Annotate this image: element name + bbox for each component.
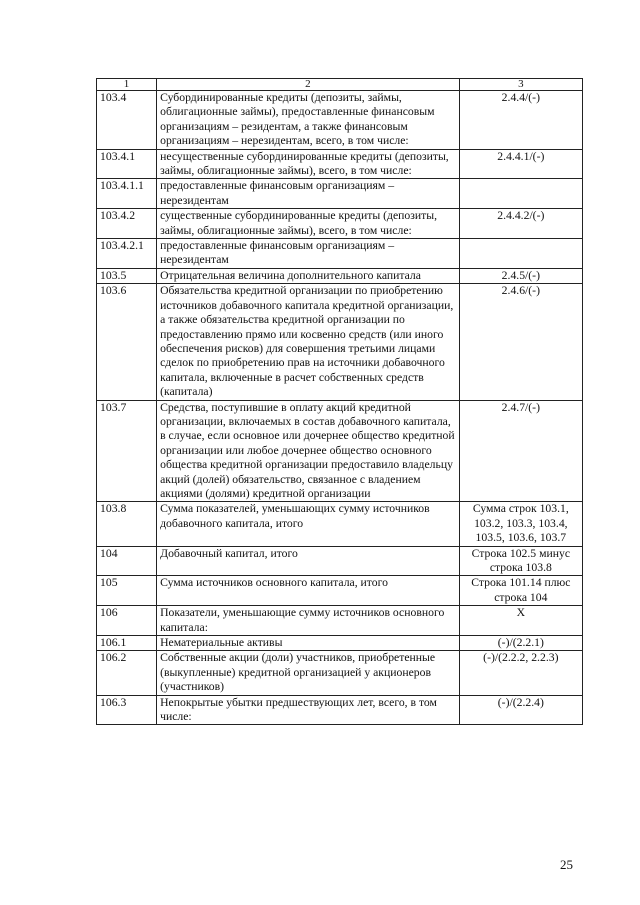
row-code: 103.4.2 (97, 209, 157, 239)
row-code: 103.8 (97, 502, 157, 546)
table-row (97, 179, 583, 209)
row-reference: (-)/(2.2.2, 2.2.3) (459, 651, 582, 695)
row-description: Обязательства кредитной организации по приобретению источников добавочного капитала кредитной организации, а также обязательства кредитной организации по предоставлению прямо или косвенно средств (или иного обеспечения рисков) для совершения третьими лицами сделок по приобретению прав на источники добавочного капитала, включенные в расчет собственных средств (капитала) (157, 284, 460, 400)
table-row (97, 149, 583, 179)
row-reference: (-)/(2.2.1) (459, 636, 582, 651)
table-row (97, 400, 583, 502)
row-reference: 2.4.4.1/(-) (459, 149, 582, 179)
row-code: 103.6 (97, 284, 157, 400)
row-description: несущественные субординированные кредиты (депозиты, займы, облигационные займы), всего, в том числе: (157, 149, 460, 179)
page-number: 25 (560, 857, 573, 872)
row-code: 103.7 (97, 400, 157, 502)
row-code: 103.4 (97, 91, 157, 150)
row-description: Субординированные кредиты (депозиты, займы, облигационные займы), предоставленные финансовым организациям – резидентам, а также финансовым организациям – нерезидентам, всего, в том числе: (157, 91, 460, 150)
row-description: Сумма показателей, уменьшающих сумму источников добавочного капитала, итого (157, 502, 460, 546)
row-reference: Х (459, 606, 582, 636)
row-reference: 2.4.4.2/(-) (459, 209, 582, 239)
row-description: предоставленные финансовым организациям – нерезидентам (157, 239, 460, 269)
row-reference: 2.4.6/(-) (459, 284, 582, 400)
row-description: Нематериальные активы (157, 636, 460, 651)
row-code: 103.4.1.1 (97, 179, 157, 209)
row-code: 104 (97, 546, 157, 576)
table-row (97, 636, 583, 651)
row-description: Отрицательная величина дополнительного капитала (157, 268, 460, 283)
table-row (97, 606, 583, 636)
table-row (97, 268, 583, 283)
row-reference: Сумма строк 103.1, 103.2, 103.3, 103.4, 103.5, 103.6, 103.7 (459, 502, 582, 546)
row-reference: 2.4.4/(-) (459, 91, 582, 150)
table-row (97, 576, 583, 606)
document-table (96, 78, 583, 725)
table-row (97, 209, 583, 239)
row-description: Средства, поступившие в оплату акций кредитной организации, включаемых в состав добавочного капитала, в случае, если основное или дочернее общество кредитной организации или любое дочернее общество основного общества кредитной организации предоставило владельцу акций (долей) обязательство, связанное с владением акциями (долями) кредитной организации (157, 400, 460, 502)
row-code: 103.4.1 (97, 149, 157, 179)
table-row (97, 546, 583, 576)
column-header-2: 2 (157, 79, 460, 91)
table-row (97, 502, 583, 546)
row-code: 106 (97, 606, 157, 636)
table-row (97, 651, 583, 695)
row-code: 106.2 (97, 651, 157, 695)
row-reference: 2.4.5/(-) (459, 268, 582, 283)
row-reference (459, 239, 582, 269)
row-reference: (-)/(2.2.4) (459, 695, 582, 725)
table-header-row (97, 79, 583, 91)
row-description: Собственные акции (доли) участников, приобретенные (выкупленные) кредитной организацией у акционеров (участников) (157, 651, 460, 695)
row-description: существенные субординированные кредиты (депозиты, займы, облигационные займы), всего, в том числе: (157, 209, 460, 239)
row-description: предоставленные финансовым организациям – нерезидентам (157, 179, 460, 209)
table-row (97, 91, 583, 150)
column-header-1: 1 (97, 79, 157, 91)
row-description: Сумма источников основного капитала, итого (157, 576, 460, 606)
row-reference (459, 179, 582, 209)
row-code: 103.4.2.1 (97, 239, 157, 269)
column-header-3: 3 (459, 79, 582, 91)
row-description: Непокрытые убытки предшествующих лет, всего, в том числе: (157, 695, 460, 725)
row-code: 106.1 (97, 636, 157, 651)
row-code: 105 (97, 576, 157, 606)
row-reference: 2.4.7/(-) (459, 400, 582, 502)
row-reference: Строка 101.14 плюс строка 104 (459, 576, 582, 606)
row-description: Показатели, уменьшающие сумму источников основного капитала: (157, 606, 460, 636)
row-code: 103.5 (97, 268, 157, 283)
row-description: Добавочный капитал, итого (157, 546, 460, 576)
row-reference: Строка 102.5 минус строка 103.8 (459, 546, 582, 576)
table-row (97, 284, 583, 400)
row-code: 106.3 (97, 695, 157, 725)
table-row (97, 695, 583, 725)
table-row (97, 239, 583, 269)
